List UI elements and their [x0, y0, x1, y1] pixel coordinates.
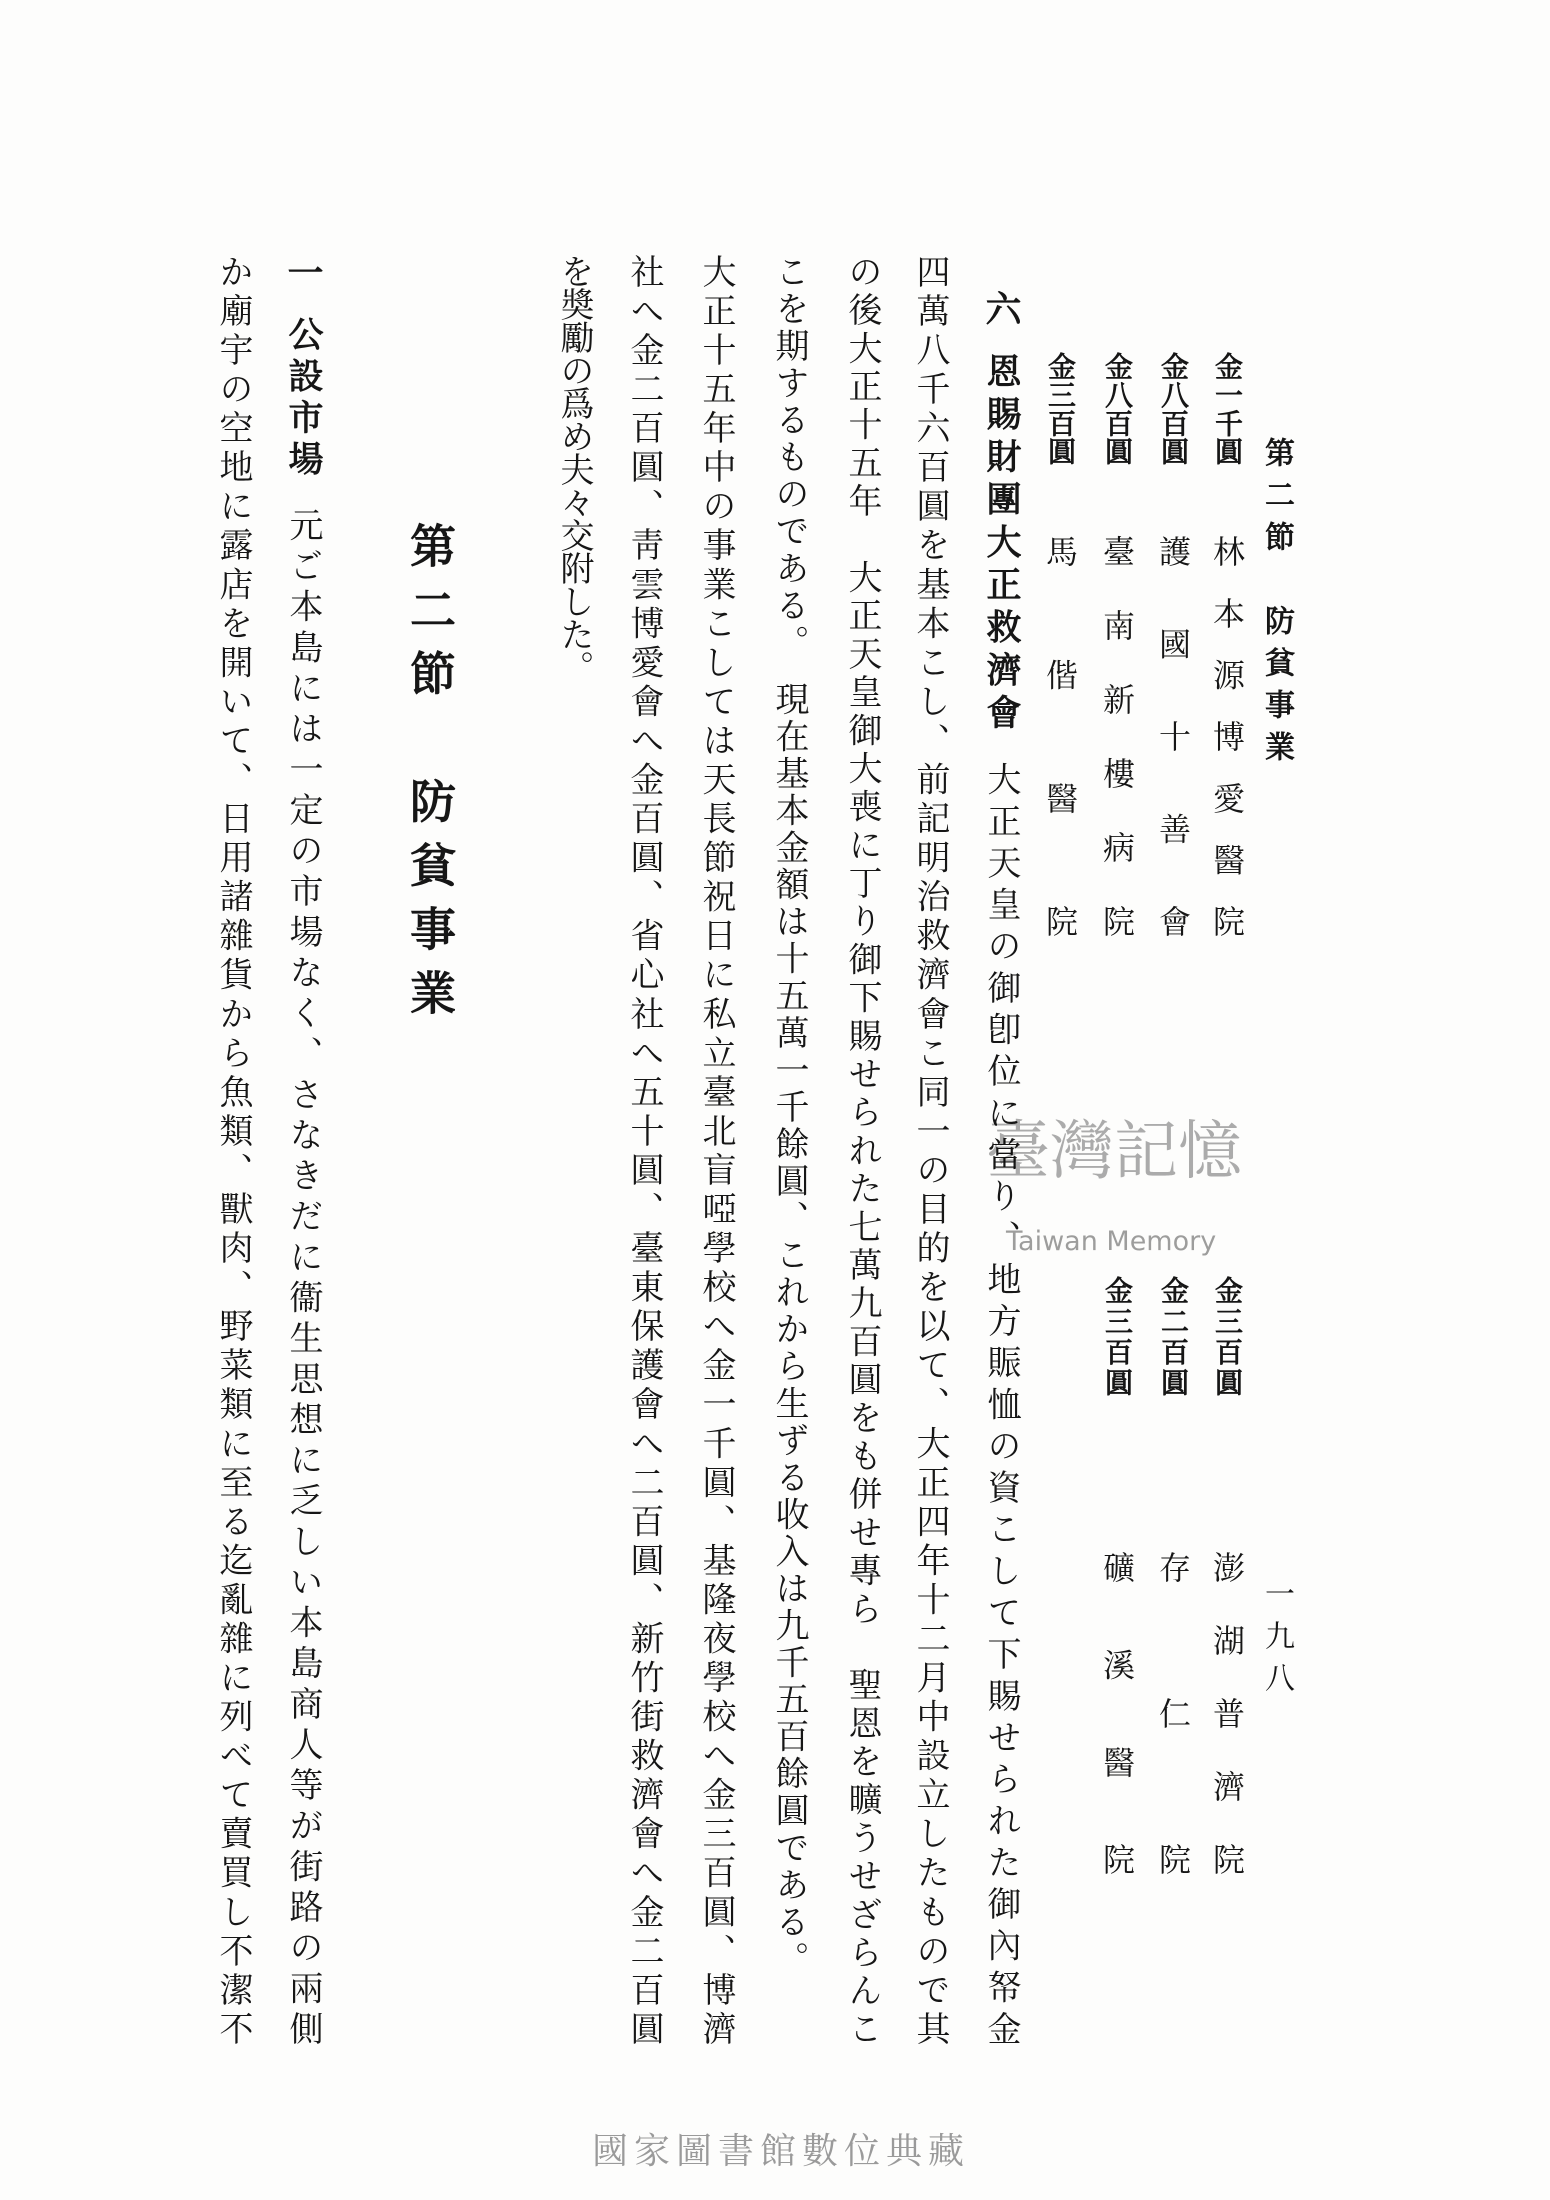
donation-entry [1038, 352, 1082, 937]
donation-amount: 金三百圓 [1044, 352, 1077, 465]
donation-amount: 金二百圓 [1157, 1276, 1190, 1396]
donation-amount: 金三百圓 [1211, 1276, 1244, 1396]
article-6-text-line: を奬勵の爲め夫々交附した。 [554, 254, 594, 683]
article-6-text-line: 四萬八千六百圓を基本こし、前記明治救濟會こ同一の目的を以て、大正四年十二月中設立したもので其 [910, 254, 950, 2045]
item-1-text-line: 元ご本島には一定の市場なく、さなきだに衞生思想に乏しい本島商人等が街路の兩側 [283, 507, 323, 2045]
watermark-logo-text: 臺灣記憶 [986, 1115, 1242, 1189]
running-header-section: 第二節 防貧事業 [1259, 437, 1294, 761]
donation-recipient: 林本源博愛醫院 [1208, 535, 1246, 937]
donation-entry [1205, 1276, 1249, 1875]
item-1-title: 公設市場 [283, 316, 324, 483]
donation-recipient: 臺南新樓病院 [1098, 535, 1136, 937]
article-6-text-line: 社へ金二百圓、靑雲博愛會へ金百圓、省心社へ五十圓、臺東保護會へ二百圓、新竹街救濟會へ金二百圓 [624, 254, 664, 2045]
donation-recipient: 護國十善會 [1154, 535, 1192, 937]
donation-recipient: 澎湖普濟院 [1208, 1551, 1246, 1875]
section-heading: 第二節 防貧事業 [403, 522, 457, 1015]
donation-amount: 金八百圓 [1157, 352, 1190, 465]
donation-entry [1095, 1276, 1139, 1875]
article-6-text-line: こを期するものである。 現在基本金額は十五萬一千餘圓、これから生ずる收入は九千五百餘圓である。 [769, 254, 809, 1975]
watermark-logo-subtitle: Taiwan Memory [1006, 1226, 1217, 1257]
donation-entry [1095, 352, 1139, 937]
donation-recipient: 馬偕醫院 [1041, 535, 1079, 937]
donation-amount: 金一千圓 [1211, 352, 1244, 465]
donation-entry [1151, 1276, 1195, 1875]
article-6-text-line: 大正天皇の御卽位に當り、地方賑恤の資こして下賜せられた御內帑金 [981, 761, 1021, 2045]
page-number: 一九八 [1259, 1578, 1294, 1692]
article-6-number: 六 [980, 290, 1022, 334]
donation-recipient: 礦溪醫院 [1098, 1551, 1136, 1875]
article-6-text-line: の後大正十五年 大正天皇御大喪に丁り御下賜せられた七萬九百圓をも併せ專ら 聖恩を曠うせざらんこ [842, 254, 882, 2045]
donation-entry [1151, 352, 1195, 937]
donation-amount: 金八百圓 [1101, 352, 1134, 465]
item-1-column [281, 254, 325, 2045]
footer-watermark: 國家圖書館數位典藏 [592, 2131, 971, 2172]
donation-recipient: 存仁院 [1154, 1551, 1192, 1875]
article-6-title: 恩賜財團大正救濟會 [981, 353, 1022, 738]
donation-amount: 金三百圓 [1101, 1276, 1134, 1396]
donation-entry [1205, 352, 1249, 937]
article-6-text-line: 大正十五年中の事業こしては天長節祝日に私立臺北盲啞學校へ金一千圓、基隆夜學校へ金三百圓、博濟 [696, 254, 736, 2045]
item-1-number: 一 [282, 254, 324, 297]
item-1-text-line: か廟宇の空地に露店を開いて、日用諸雜貨から魚類、獸肉、野菜類に至る迄亂雜に列べて賣買し不潔不 [213, 254, 253, 2045]
